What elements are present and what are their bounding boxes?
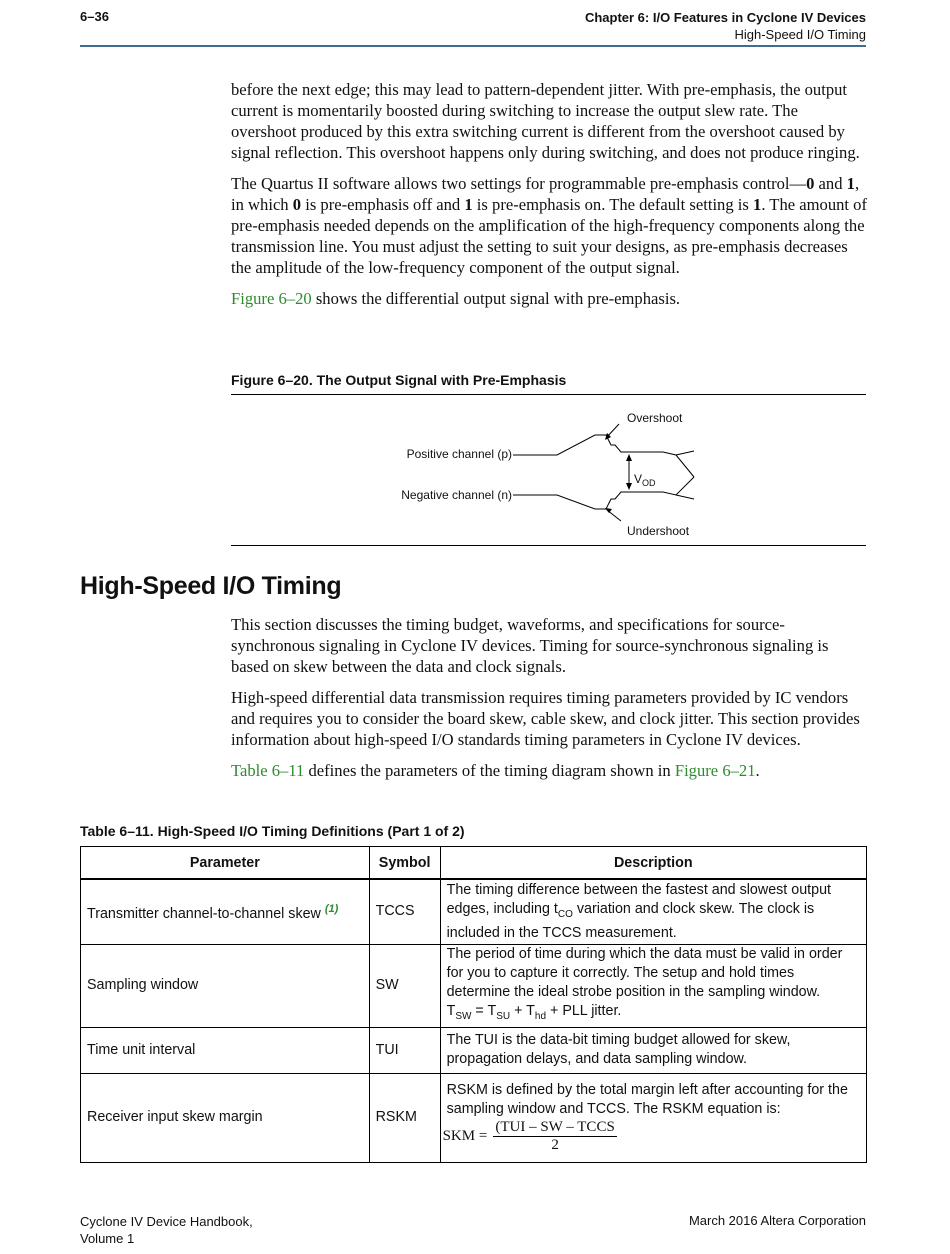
symbol-cell: SW	[369, 944, 440, 1027]
table-link[interactable]: Table 6–11	[231, 761, 305, 780]
undershoot-label: Undershoot	[627, 524, 690, 538]
figure-caption: Figure 6–20. The Output Signal with Pre-Emphasis	[231, 372, 567, 388]
paragraph: This section discusses the timing budget, waveforms, and specifications for source-synchronous signaling in Cyclone IV devices. Timing for source-synchronous signaling is based on skew between the data and clock signals.	[231, 615, 829, 676]
figure-link[interactable]: Figure 6–21	[674, 761, 756, 780]
table-row	[81, 879, 867, 944]
paragraph: Table 6–11 defines the parameters of the timing diagram shown in Figure 6–21.	[231, 761, 760, 780]
column-header: Symbol	[369, 847, 440, 880]
parameter-cell: Sampling window	[81, 944, 370, 1027]
figure-rule-bottom	[231, 545, 866, 546]
paragraph: High-speed differential data transmission requires timing parameters provided by IC vendors and requires you to consider the board skew, cable skew, and clock jitter. This section provides information about high-speed I/O standards timing parameters in Cyclone IV devices.	[231, 688, 860, 749]
column-header: Description	[440, 847, 866, 880]
footer-right: March 2016 Altera Corporation	[688, 1213, 866, 1228]
table-row	[81, 944, 867, 1027]
intro-text	[231, 79, 867, 309]
column-header: Parameter	[81, 847, 370, 880]
symbol-cell: TUI	[369, 1027, 440, 1073]
section-heading: High-Speed I/O Timing	[80, 572, 342, 600]
table-header-row	[81, 847, 867, 880]
paragraph: before the next edge; this may lead to pattern-dependent jitter. With pre-emphasis, the output current is momentarily boosted during switching to increase the output slew rate. The overshoot produced by this extra switching current is different from the overshoot caused by signal reflection. This overshoot happens only during switching, and does not produce ringing.	[231, 80, 860, 162]
running-header	[585, 9, 866, 43]
table-caption: Table 6–11. High-Speed I/O Timing Definitions (Part 1 of 2)	[80, 823, 465, 839]
sampling-window-equation: $T_{SW} = T_{SU} + T_{hd}$ + PLL jitter.	[446, 1003, 622, 1022]
rskm-equation: SKM = $\frac{\text{(TUI – SW – TCCS}}{2}$	[442, 1119, 615, 1153]
parameter-cell: Time unit interval	[81, 1027, 370, 1073]
paragraph: The Quartus II software allows two settings for programmable pre-emphasis control—0 and 1, in which 0 is pre-emphasis off and 1 is pre-emphasis on. The default setting is 1. The amount of pre-emphasis needed depends on the amplification of the high-frequency components along the transmission line. You must adjust the setting to suit your designs, as pre-emphasis decreases the amplitude of the low-frequency component of the output signal.	[231, 174, 868, 277]
vod-label: $V_{OD}$	[634, 472, 656, 488]
footer-left: Cyclone IV Device Handbook, Volume 1	[80, 1214, 253, 1246]
page-number: 6–36	[80, 9, 109, 24]
section-text	[231, 614, 867, 781]
timing-definitions-table	[80, 846, 867, 1163]
overshoot-label: Overshoot	[627, 411, 683, 425]
negative-channel-waveform	[513, 477, 694, 509]
description-cell: The period of time during which the data must be valid in order for you to capture it correctly. The setup and hold times determine the ideal strobe position in the sampling window. $T_{SW} = T_{SU} + T_{hd}$ + PLL jitter.	[440, 944, 866, 1027]
parameter-cell: Transmitter channel-to-channel skew $^{(1)}$	[81, 879, 370, 944]
footnote-link[interactable]: (1)	[324, 902, 339, 915]
negative-channel-label: Negative channel (n)	[401, 488, 512, 502]
positive-channel-waveform	[513, 435, 694, 477]
chapter-title: Chapter 6: I/O Features in Cyclone IV Devices	[584, 10, 866, 25]
figure-link[interactable]: Figure 6–20	[231, 289, 312, 308]
positive-channel-label: Positive channel (p)	[406, 447, 512, 461]
pre-emphasis-waveform-diagram	[231, 395, 866, 545]
symbol-cell: TCCS	[369, 879, 440, 944]
description-cell: RSKM is defined by the total margin left after accounting for the sampling window and TCCS. The RSKM equation is: SKM = $\frac{\text{(TUI – SW – TCCS}}{2}$	[440, 1073, 866, 1162]
symbol-cell: RSKM	[369, 1073, 440, 1162]
header-rule	[80, 45, 866, 47]
description-cell: The timing difference between the fastest and slowest output edges, including $t_{CO}$ variation and clock skew. The clock is included in the TCCS measurement.	[440, 879, 866, 944]
table-row	[81, 1027, 867, 1073]
parameter-cell: Receiver input skew margin	[81, 1073, 370, 1162]
paragraph: Figure 6–20 shows the differential output signal with pre-emphasis.	[231, 289, 681, 308]
table-row	[81, 1073, 867, 1162]
section-name: High-Speed I/O Timing	[734, 27, 866, 42]
description-cell: The TUI is the data-bit timing budget allowed for skew, propagation delays, and data sampling window.	[440, 1027, 866, 1073]
